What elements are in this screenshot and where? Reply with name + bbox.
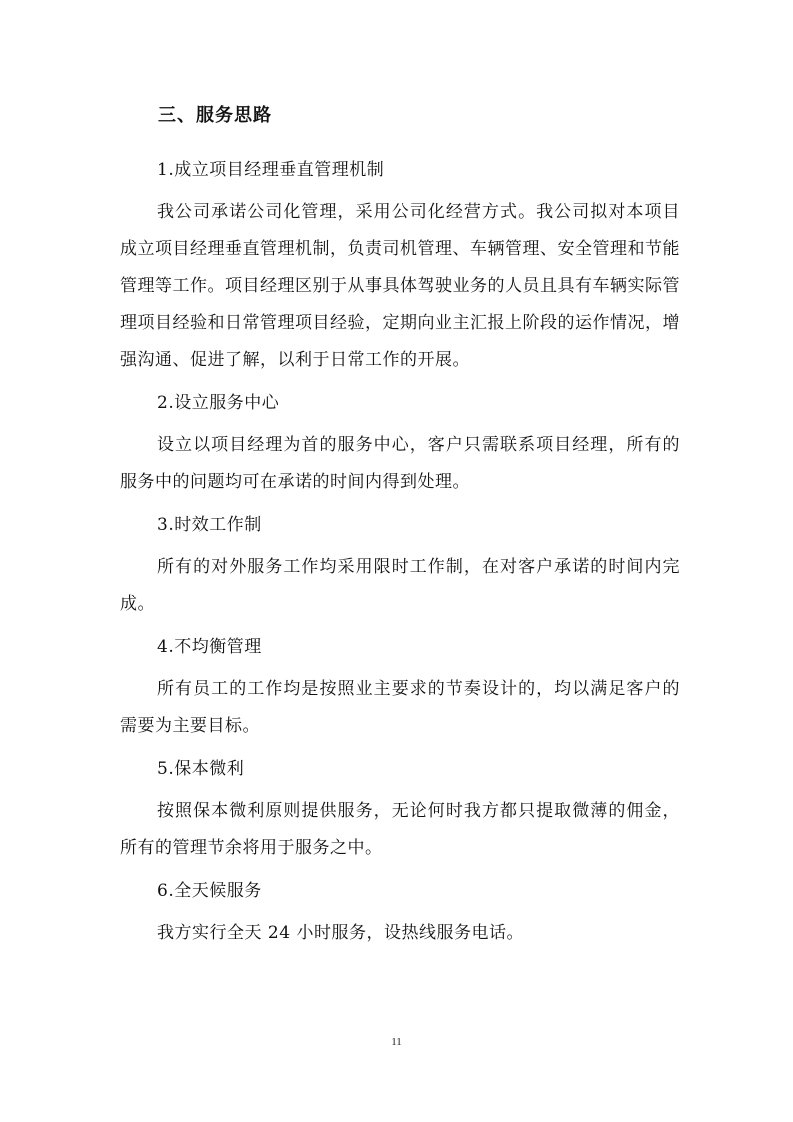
item-heading-5: 5.保本微利 xyxy=(157,759,245,779)
item-heading-1: 1.成立项目经理垂直管理机制 xyxy=(157,160,385,180)
item-paragraph-4: 所有员工的工作均是按照业主要求的节奏设计的，均以满足客户的需要为主要目标。 xyxy=(120,679,680,736)
item-paragraph-2: 设立以项目经理为首的服务中心，客户只需联系项目经理，所有的服务中的问题均可在承诺的时间内得到处理。 xyxy=(120,435,680,492)
item-paragraph-1: 我公司承诺公司化管理，采用公司化经营方式。我公司拟对本项目成立项目经理垂直管理机制，负责司机管理、车辆管理、安全管理和节能管理等工作。项目经理区别于从事具体驾驶业务的人员且具有车辆实际管理项目经验和日常管理项目经验，定期向业主汇报上阶段的运作情况，增强沟通、促进了解，以利于日常工作的开展。 xyxy=(120,202,680,370)
item-paragraph-6: 我方实行全天 24 小时服务，设热线服务电话。 xyxy=(157,923,524,943)
item-heading-6: 6.全天候服务 xyxy=(157,881,262,901)
item-heading-3: 3.时效工作制 xyxy=(157,515,262,535)
item-paragraph-5: 按照保本微利原则提供服务，无论何时我方都只提取微薄的佣金，所有的管理节余将用于服务之中。 xyxy=(120,801,680,858)
document-body xyxy=(120,98,680,958)
item-paragraph-3: 所有的对外服务工作均采用限时工作制，在对客户承诺的时间内完成。 xyxy=(120,557,680,614)
item-heading-4: 4.不均衡管理 xyxy=(157,637,262,657)
item-heading-2: 2.设立服务中心 xyxy=(157,393,280,413)
page-number: 11 xyxy=(391,1036,402,1048)
section-title: 三、服务思路 xyxy=(158,105,272,126)
